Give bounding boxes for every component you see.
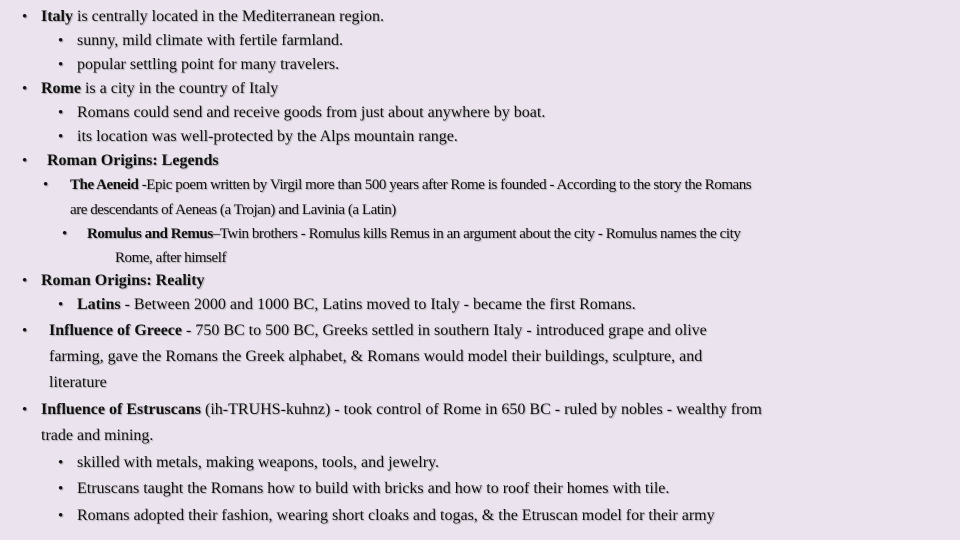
sub-bullet-romulus-cont: Rome, after himself bbox=[115, 250, 226, 266]
bullet-etruscans: Influence of Estruscans (ih-TRUHS-kuhnz) - took control of Rome in 650 BC - ruled by nobles - wealthy from bbox=[41, 401, 762, 418]
sub-bullet-metals: skilled with metals, making weapons, tools, and jewelry. bbox=[77, 454, 440, 471]
bullet-icon: • bbox=[58, 57, 64, 73]
heading-legends: Roman Origins: Legends bbox=[47, 152, 219, 169]
sub-bullet-latins: Latins - Between 2000 and 1000 BC, Latins moved to Italy - became the first Romans. bbox=[77, 296, 636, 313]
bullet-icon: • bbox=[62, 226, 68, 242]
bullet-rome: Rome is a city in the country of Italy bbox=[41, 80, 279, 97]
sub-bullet-bricks: Etruscans taught the Romans how to build with bricks and how to roof their homes with tile. bbox=[77, 480, 670, 497]
sub-bullet-climate: sunny, mild climate with fertile farmland. bbox=[77, 32, 343, 49]
bullet-italy: Italy is centrally located in the Mediterranean region. bbox=[41, 8, 384, 25]
bullet-icon: • bbox=[22, 402, 28, 418]
sub-bullet-boat: Romans could send and receive goods from just about anywhere by boat. bbox=[77, 104, 546, 121]
bullet-icon: • bbox=[22, 323, 28, 339]
bullet-icon: • bbox=[43, 177, 49, 193]
sub-bullet-aeneid-cont: are descendants of Aeneas (a Trojan) and Lavinia (a Latin) bbox=[70, 202, 396, 218]
bullet-greece-cont: farming, gave the Romans the Greek alphabet, & Romans would model their buildings, sculpture, and bbox=[49, 348, 703, 365]
bullet-greece-cont2: literature bbox=[49, 374, 107, 391]
bullet-icon: • bbox=[22, 153, 28, 169]
sub-bullet-settling: popular settling point for many travelers. bbox=[77, 56, 340, 73]
sub-bullet-alps: its location was well-protected by the Alps mountain range. bbox=[77, 128, 458, 145]
bullet-icon: • bbox=[22, 9, 28, 25]
bullet-icon: • bbox=[58, 297, 64, 313]
sub-bullet-fashion: Romans adopted their fashion, wearing short cloaks and togas, & the Etruscan model for their army bbox=[77, 507, 715, 524]
bullet-etruscans-cont: trade and mining. bbox=[41, 427, 154, 444]
sub-bullet-aeneid: The Aeneid -Epic poem written by Virgil more than 500 years after Rome is founded - According to the story the Romans bbox=[70, 177, 752, 193]
bullet-greece: Influence of Greece - 750 BC to 500 BC, Greeks settled in southern Italy - introduced grape and olive bbox=[49, 322, 707, 339]
bullet-icon: • bbox=[58, 105, 64, 121]
bullet-icon: • bbox=[58, 481, 64, 497]
bullet-icon: • bbox=[58, 508, 64, 524]
bullet-icon: • bbox=[58, 129, 64, 145]
bullet-icon: • bbox=[22, 81, 28, 97]
sub-bullet-romulus: Romulus and Remus–Twin brothers - Romulus kills Remus in an argument about the city - Romulus names the city bbox=[87, 226, 741, 242]
bullet-icon: • bbox=[58, 455, 64, 471]
bullet-icon: • bbox=[58, 33, 64, 49]
bullet-icon: • bbox=[22, 273, 28, 289]
heading-reality: Roman Origins: Reality bbox=[41, 272, 205, 289]
